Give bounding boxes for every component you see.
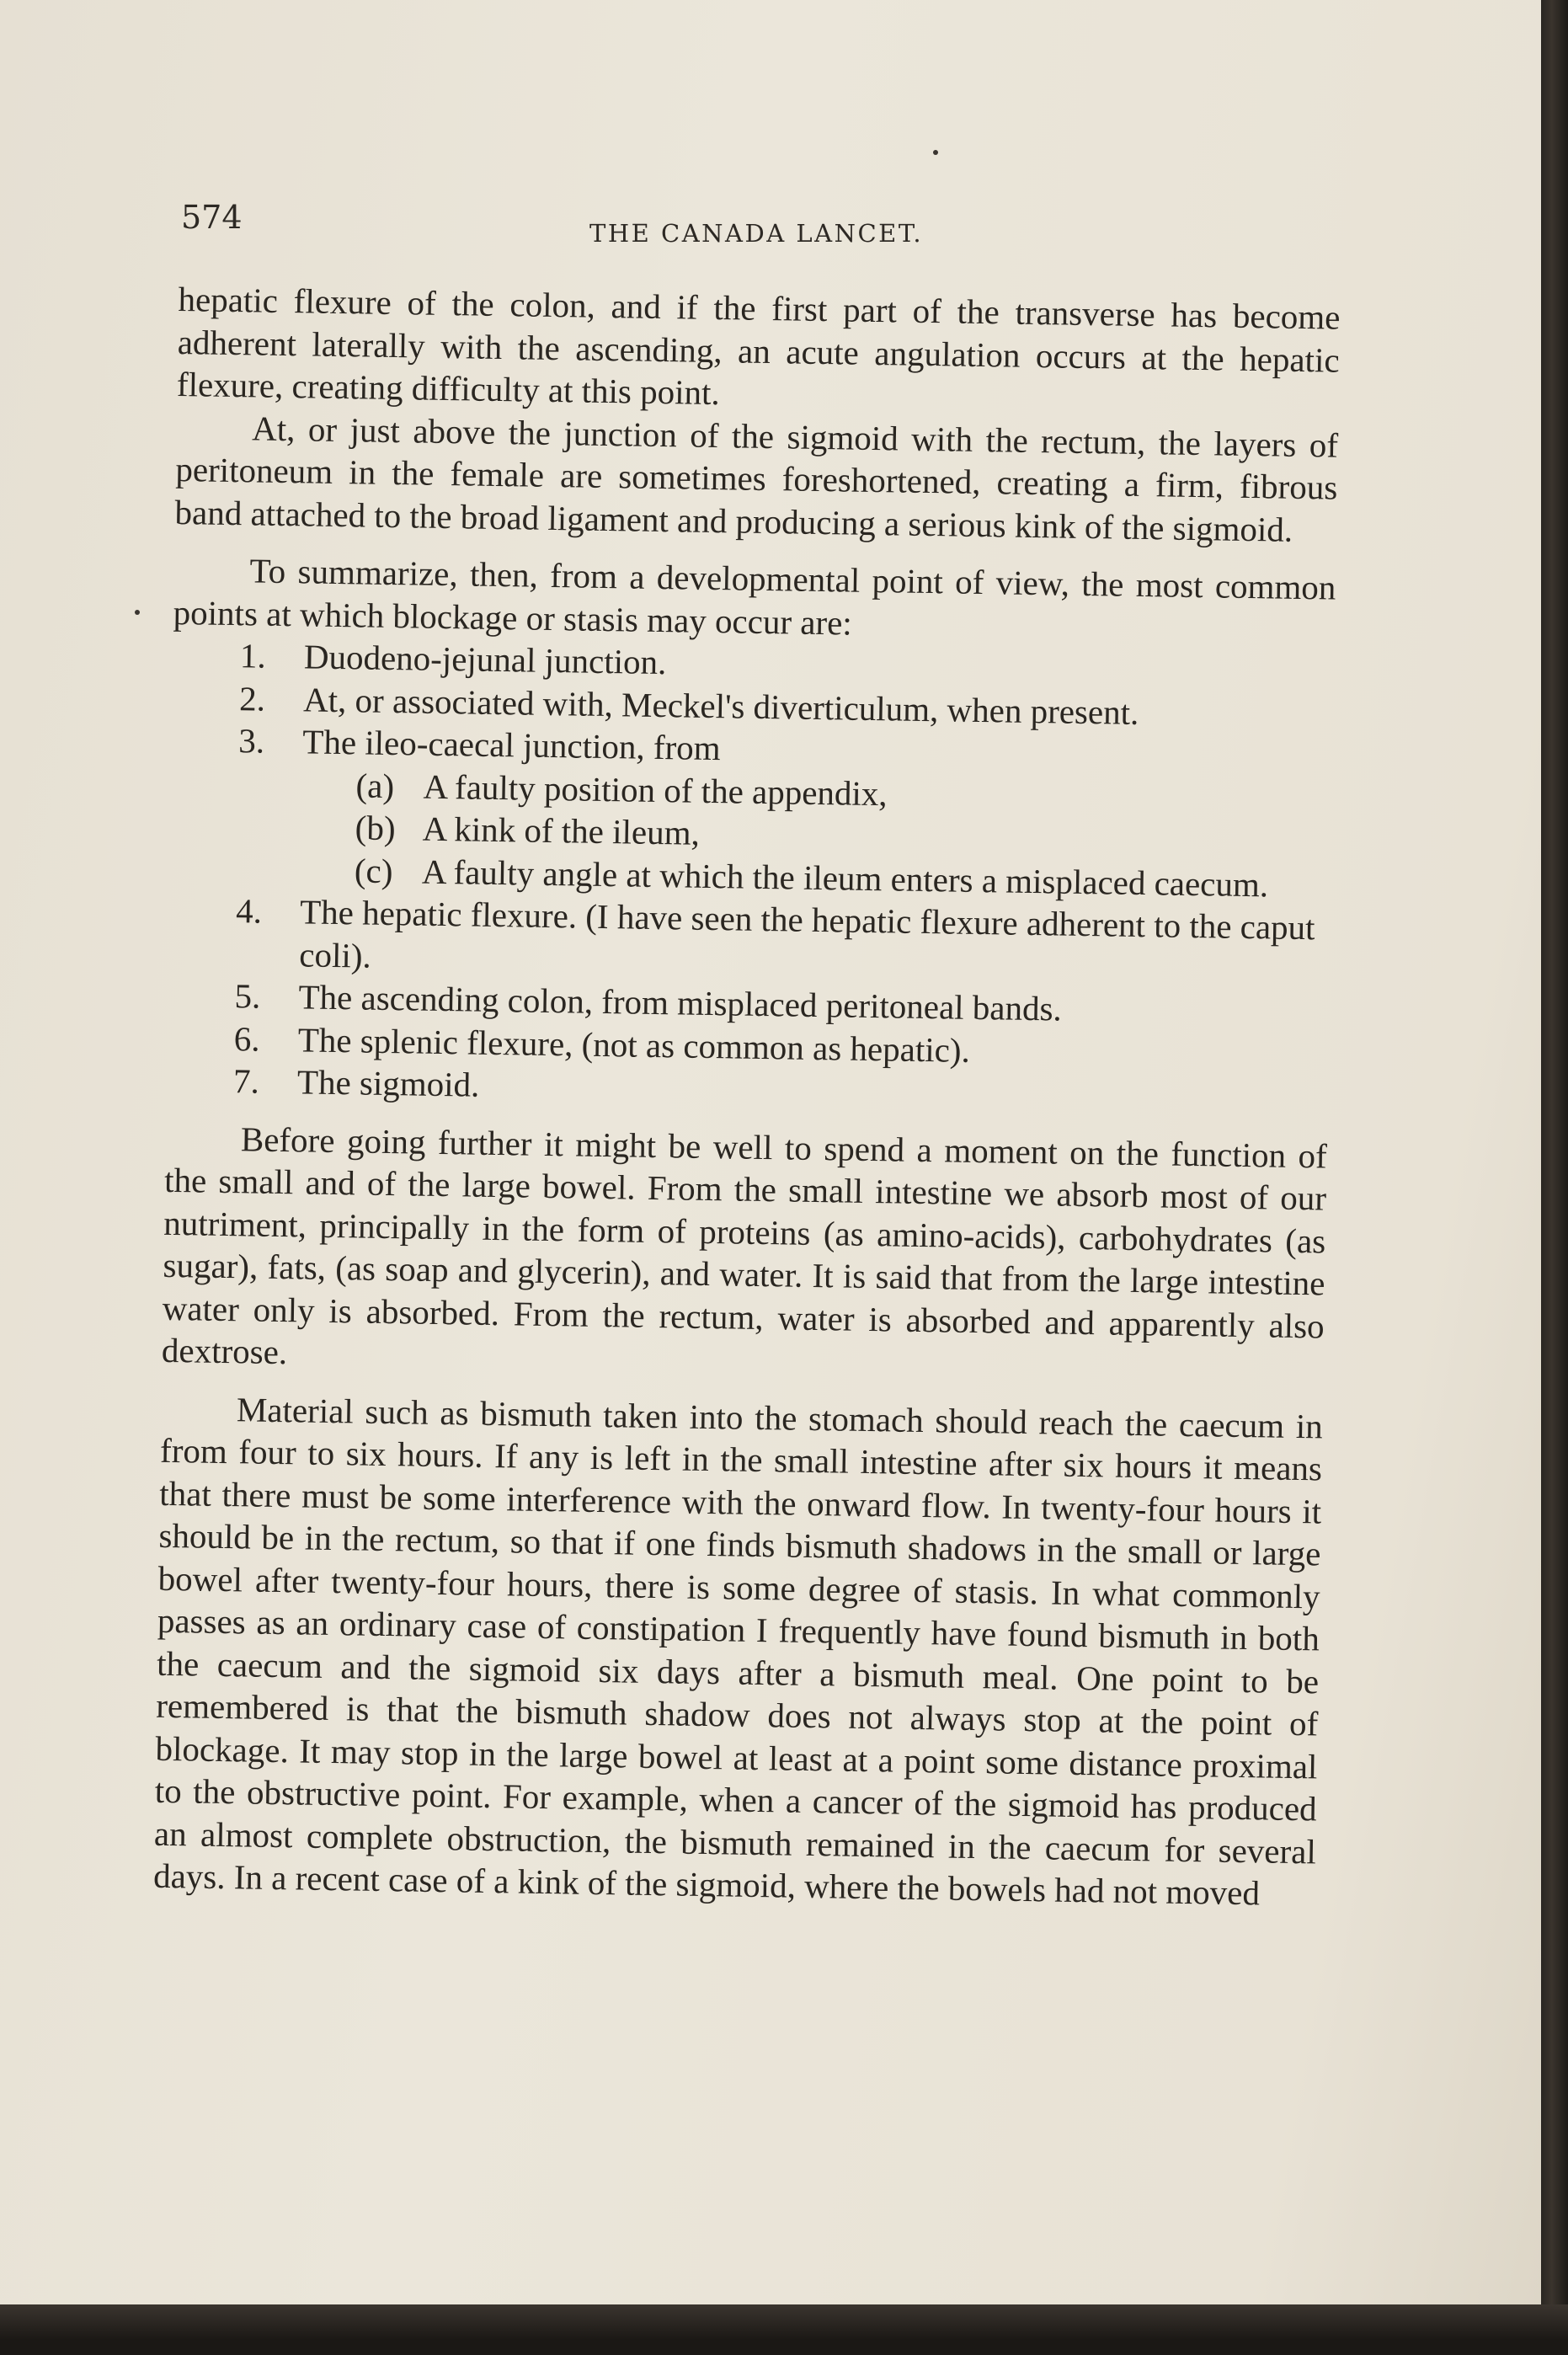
list-item: 1. Duodeno-jejunal junction. [239,636,667,682]
paragraph: To summarize, then, from a developmental point of view, the most common points at which blockage or stasis may occur are: [173,551,1336,643]
list-item: (c) A faulty angle at which the ileum enters a misplaced caecum. [354,850,1269,904]
paragraph: At, or just above the junction of the sigmoid with the rectum, the layers of peritoneum in the female are sometimes foreshortened, creating a firm, fibrous band attached to the broad ligament and producing a serious kink of the sigmoid. [174,408,1339,549]
scan-bottom-edge [0,2304,1568,2355]
body-text [153,278,1341,1915]
list-item: 6. The splenic flexure, (not as common as hepatic). [233,1018,971,1070]
paragraph: Before going further it might be well to spend a moment on the function of the small and of the large bowel. From the small intestine we absorb most of our nutriment, principally in the form of proteins (as amino-acids), carbohydrates (as sugar), fats, (as soap and glycerin), and water. It is said that from the large intestine water only is absorbed. From the rectum, water is absorbed and apparently also dextrose. [161,1119,1328,1372]
list-item: 4. The hepatic flexure. (I have seen the hepatic flexure adherent to the caput coli). [235,891,1315,975]
list-item: 2. At, or associated with, Meckel's diverticulum, when present. [238,678,1139,732]
ink-speck [933,150,938,155]
sub-list [169,761,1333,906]
running-head: THE CANADA LANCET. [589,219,924,248]
paragraph: hepatic flexure of the colon, and if the first part of the transverse has become adherent laterally with the ascending, an acute angulation occurs at the hepatic flexure, creating difficulty at this point. [176,279,1341,413]
margin-mark [135,610,140,615]
list-item: 5. The ascending colon, from misplaced peritoneal bands. [234,976,1063,1028]
paragraph: Material such as bismuth taken into the stomach should reach the caecum in from four to six hours. If any is left in the small intestine after six hours it means that there must be some interference with the onward flow. In twenty-four hours it should be in the rectum, so that if one finds bismuth shadows in the small or large bowel after twenty-four hours, there is some degree of stasis. In what commonly passes as an ordinary case of constipation I frequently have found bismuth in both the caecum and the sigmoid six days after a bismuth meal. One point to be remembered is that the bismuth shadow does not always stop at the point of blockage. It may stop in the large bowel at least at a point some distance proximal to the obstructive point. For example, when a cancer of the sigmoid has produced an almost complete obstruction, the bismuth remained in the caecum for several days. In a recent case of a kink of the sigmoid, where the bowels had not moved [152,1389,1324,1913]
list-item: 7. The sigmoid. [232,1061,480,1104]
blockage-points-list [171,633,1335,779]
page-number: 574 [181,199,243,236]
blockage-points-list-cont [166,889,1331,1119]
book-spine-edge [1541,0,1568,2355]
list-item: 3. The ileo-caecal junction, from [238,721,722,768]
list-item: (b) A kink of the ileum, [355,808,701,852]
list-item: (a) A faulty position of the appendix, [355,765,888,813]
